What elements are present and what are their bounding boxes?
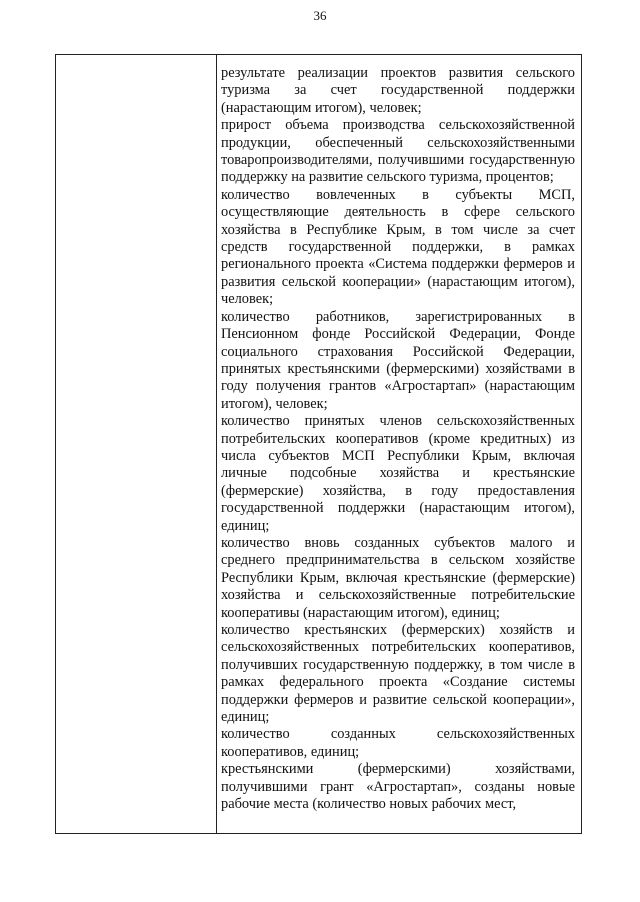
paragraph: прирост объема производства сельскохозяйственной продукции, обеспеченный сельскохозяйственными товаропроизводителями, получившими государственную поддержку на развитие сельского туризма, процентов; [221, 117, 575, 186]
paragraph: количество созданных сельскохозяйственных кооперативов, единиц; [221, 726, 575, 760]
paragraph: количество вовлеченных в субъекты МСП, осуществляющие деятельность в сфере сельского хозяйства в Республике Крым, в том числе за счет средств государственной поддержки, в рамках регионального проекта «Система поддержки фермеров и развития сельской кооперации» (нарастающим итогом), человек; [221, 186, 575, 308]
paragraph: количество принятых членов сельскохозяйственных потребительских кооперативов (кроме кредитных) из числа субъектов МСП Республики Крым, включая личные подсобные хозяйства и крестьянские (фермерские) хозяйства, в году предоставления государственной поддержки (нарастающим итогом), единиц; [221, 413, 575, 534]
paragraph: результате реализации проектов развития сельского туризма за счет государственной поддержки (нарастающим итогом), человек; [221, 65, 575, 116]
document-table [55, 54, 582, 834]
table-left-column [56, 55, 217, 833]
paragraph: количество вновь созданных субъектов малого и среднего предпринимательства в сельском хозяйстве Республики Крым, включая крестьянские (фермерские) хозяйства и сельскохозяйственные потребительские кооперативы (нарастающим итогом), единиц; [221, 534, 575, 621]
paragraph: количество работников, зарегистрированных в Пенсионном фонде Российской Федерации, Фонде социального страхования Российской Федерации, принятых крестьянскими (фермерскими) хозяйствами в году получения грантов «Агростартап» (нарастающим итогом), человек; [221, 308, 575, 412]
paragraph: крестьянскими (фермерскими) хозяйствами, получившими грант «Агростартап», созданы новые рабочие места (количество новых рабочих мест, [221, 761, 575, 813]
paragraph: количество крестьянских (фермерских) хозяйств и сельскохозяйственных потребительских кооперативов, получивших государственную поддержку, в том числе в рамках федерального проекта «Создание системы поддержки фермеров и развитие сельской кооперации», единиц; [221, 622, 575, 726]
table-right-column [217, 55, 581, 833]
page-number: 36 [313, 8, 327, 23]
